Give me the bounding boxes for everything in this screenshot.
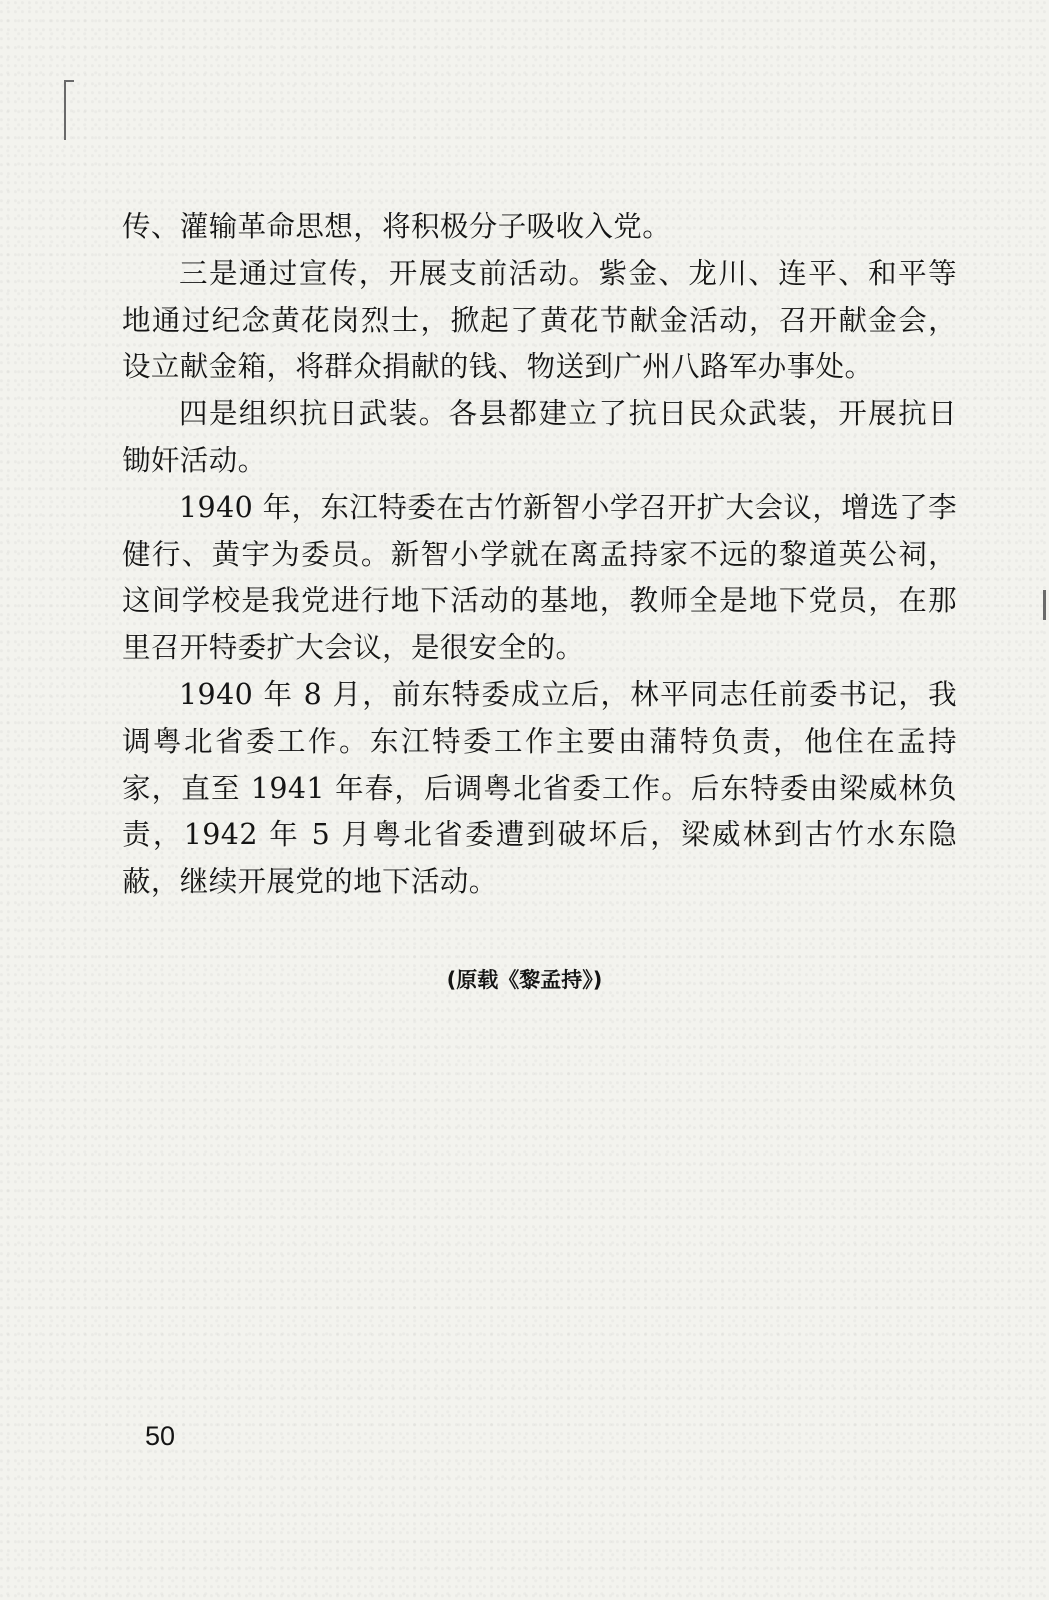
page-number: 50	[145, 1421, 176, 1451]
paragraph: 传、灌输革命思想，将积极分子吸收入党。	[122, 210, 672, 243]
paragraph: 1940 年 8 月，前东特委成立后，林平同志任前委书记，我调粤北省委工作。东江特委工作主要由蒲特负责，他住在孟持家，直至 1941 年春，后调粤北省委工作。后东特委由梁威林负责，1942 年 5 月粤北省委遭到破坏后，梁威林到古竹水东隐蔽，继续开展党的地下活动。	[122, 677, 957, 899]
scan-edge-mark	[64, 80, 66, 140]
paragraph: 三是通过宣传，开展支前活动。紫金、龙川、连平、和平等地通过纪念黄花岗烈士，掀起了黄花节献金活动，召开献金会，设立献金箱，将群众捐献的钱、物送到广州八路军办事处。	[122, 256, 957, 384]
body-text	[122, 204, 957, 906]
source-note: (原载《黎孟持》)	[446, 968, 603, 992]
paragraph: 1940 年，东江特委在古竹新智小学召开扩大会议，增选了李健行、黄宇为委员。新智小学就在离孟持家不远的黎道英公祠，这间学校是我党进行地下活动的基地，教师全是地下党员，在那里召开特委扩大会议，是很安全的。	[122, 490, 957, 665]
scan-edge-mark	[1043, 590, 1046, 620]
scan-edge-mark	[64, 80, 74, 82]
paragraph: 四是组织抗日武装。各县都建立了抗日民众武装，开展抗日锄奸活动。	[122, 397, 957, 477]
